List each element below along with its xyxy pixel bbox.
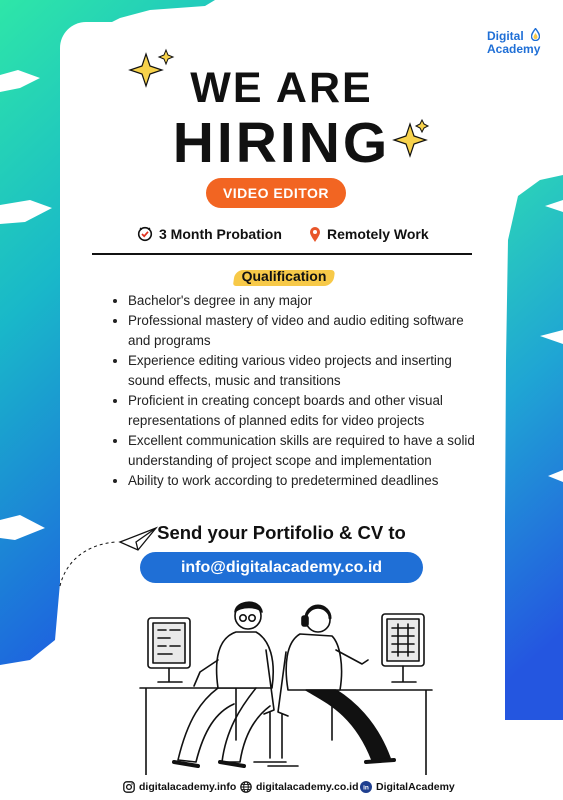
list-item: • Bachelor's degree in any major [128, 291, 488, 311]
brand-name-line1: Digital [487, 29, 524, 43]
website-text: digitalacademy.co.id [256, 781, 359, 793]
clock-check-icon [137, 226, 153, 242]
qualification-list [112, 291, 488, 491]
list-item: • Excellent communication skills are required to have a solid understanding of project scope and implementation [128, 431, 488, 471]
globe-icon [240, 781, 252, 793]
list-item: • Experience editing various video projects and inserting sound effects, music and transitions [128, 351, 488, 391]
work-mode-text: Remotely Work [327, 226, 429, 242]
list-item: • Ability to work according to predetermined deadlines [128, 471, 488, 491]
headline-line1: WE ARE [190, 64, 373, 112]
role-badge: VIDEO EDITOR [206, 178, 346, 208]
location-pin-icon [309, 226, 321, 243]
work-mode-info [309, 224, 429, 244]
headline-line2: HIRING [172, 111, 391, 175]
list-item: • Proficient in creating concept boards and other visual representations of planned edits for video projects [128, 391, 488, 431]
website-link[interactable] [240, 779, 359, 795]
cta-text: Send your Portifolio & CV to [157, 522, 406, 543]
linkedin-text: DigitalAcademy [376, 781, 455, 793]
linkedin-link[interactable] [360, 779, 455, 795]
qualification-heading [232, 267, 336, 289]
probation-text: 3 Month Probation [159, 226, 282, 242]
people-at-desks-illustration [136, 590, 436, 775]
qualification-heading-text: Qualification [241, 268, 327, 284]
brand-logo [487, 30, 549, 56]
email-link[interactable]: info@digitalacademy.co.id [140, 552, 423, 583]
svg-text:in: in [363, 784, 369, 792]
linkedin-icon [360, 781, 372, 793]
divider [92, 253, 472, 255]
instagram-text: digitalacademy.info [139, 781, 237, 793]
probation-info [137, 224, 282, 244]
instagram-icon [123, 781, 135, 793]
brand-name-line2: Academy [487, 42, 541, 56]
flame-drop-icon [531, 28, 540, 41]
list-item: • Professional mastery of video and audio editing software and programs [128, 311, 488, 351]
instagram-link[interactable] [123, 779, 236, 795]
